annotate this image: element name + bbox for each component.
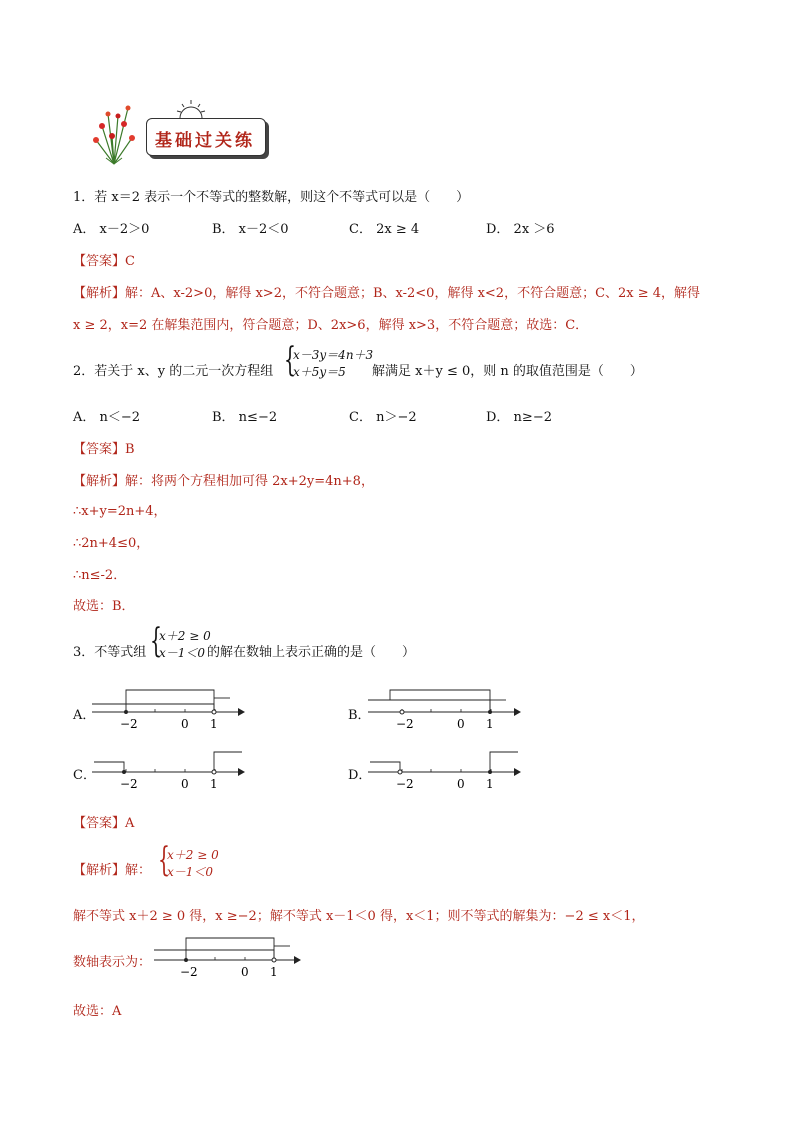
- q2-option-a: A． n＜−2: [73, 410, 141, 425]
- q2-analysis-line1: [73, 470, 374, 489]
- answer-tag: 【答案】: [73, 442, 126, 457]
- tick-label: −2: [180, 965, 198, 979]
- tick-label: −2: [396, 777, 414, 791]
- q2-equation-2: x＋5y＝5: [293, 365, 346, 379]
- q1-option-c: C． 2x ≥ 4: [349, 222, 420, 237]
- q2-option-d: D． n≥−2: [486, 410, 552, 425]
- q3-option-b-label: B．: [348, 708, 371, 723]
- q1-stem: 1．若 x＝2 表示一个不等式的整数解，则这个不等式可以是（ ）: [73, 190, 470, 205]
- sun-icon: [176, 98, 206, 120]
- q3-analysis-head: [73, 859, 151, 878]
- q3-option-b-numberline: [366, 684, 536, 734]
- q3-option-d-numberline: [366, 744, 536, 794]
- q3-option-d-label: D．: [348, 768, 372, 783]
- analysis-tag: 【解析】: [73, 474, 126, 489]
- analysis-text: 解：将两个方程相加可得 2x+2y=4n+8，: [125, 474, 374, 489]
- q3-inequality-1: x＋2 ≥ 0: [159, 629, 211, 643]
- header-title: 基础过关练: [155, 131, 255, 151]
- q2-stem-after: 解满足 x＋y ≤ 0，则 n 的取值范围是（ ）: [372, 364, 643, 379]
- tick-label: 0: [181, 777, 189, 791]
- q3-option-a-label: A．: [73, 708, 96, 723]
- analysis-tag: 【解析】: [73, 863, 126, 878]
- q3-analysis-solve: 解不等式 x＋2 ≥ 0 得，x ≥−2；解不等式 x－1＜0 得，x＜1；则不等式的解集为：−2 ≤ x＜1，: [73, 909, 645, 924]
- tick-label: 0: [457, 777, 465, 791]
- q2-equation-1: x－3y＝4n＋3: [293, 348, 374, 362]
- q1-option-d: D． 2x ＞6: [486, 222, 555, 237]
- q2-stem-before: 2．若关于 x、y 的二元一次方程组: [73, 364, 274, 379]
- q3-final: 故选：A: [73, 1004, 122, 1019]
- answer-tag: 【答案】: [73, 254, 126, 269]
- brace-icon: {: [158, 840, 170, 880]
- q1-analysis-line1: [73, 282, 700, 301]
- header-title-box: [146, 118, 266, 156]
- tick-label: −2: [396, 717, 414, 731]
- analysis-tag: 【解析】: [73, 286, 126, 301]
- tick-label: 1: [270, 965, 278, 979]
- q2-analysis-line4: ∴n≤-2．: [73, 568, 127, 583]
- tick-label: −2: [120, 777, 138, 791]
- q3-stem-after: 的解在数轴上表示正确的是（ ）: [207, 645, 416, 660]
- q3-option-c-label: C．: [73, 768, 96, 783]
- q3-analysis-ineq-2: x－1＜0: [167, 865, 214, 879]
- q3-answer: [73, 812, 134, 831]
- q3-stem-before: 3．不等式组: [73, 645, 147, 660]
- q1-answer: [73, 250, 135, 269]
- tick-label: 0: [241, 965, 249, 979]
- q3-analysis-ineq-1: x＋2 ≥ 0: [167, 848, 219, 862]
- answer-value: B: [125, 442, 135, 457]
- analysis-text: 解：A、x-2>0，解得 x>2，不符合题意；B、x-2<0，解得 x<2，不符合题意；C、2x ≥ 4，解得: [125, 286, 701, 301]
- answer-value: A: [125, 816, 135, 831]
- tick-label: 0: [457, 717, 465, 731]
- brace-icon: {: [284, 340, 296, 380]
- tick-label: 1: [210, 777, 218, 791]
- q3-numberline-label: 数轴表示为：: [73, 955, 152, 970]
- tick-label: 1: [486, 717, 494, 731]
- header-banner: [84, 96, 284, 166]
- plant-icon: [84, 96, 144, 166]
- answer-value: C: [125, 254, 135, 269]
- analysis-prefix: 解：: [125, 863, 152, 878]
- tick-label: 0: [181, 717, 189, 731]
- q3-option-c-numberline: [90, 744, 260, 794]
- q3-analysis-numberline: [152, 932, 302, 982]
- q1-analysis-line2: x ≥ 2，x=2 在解集范围内，符合题意；D、2x>6，解得 x>3，不符合题意；故选：C．: [73, 318, 589, 333]
- q1-option-b: B． x－2＜0: [212, 222, 289, 237]
- tick-label: 1: [210, 717, 218, 731]
- q3-option-a-numberline: [90, 684, 260, 734]
- tick-label: −2: [120, 717, 138, 731]
- q2-analysis-line5: 故选：B．: [73, 599, 135, 614]
- tick-label: 1: [486, 777, 494, 791]
- q3-inequality-2: x－1＜0: [159, 646, 206, 660]
- answer-tag: 【答案】: [73, 816, 126, 831]
- q2-analysis-line2: ∴x+y=2n+4，: [73, 504, 167, 519]
- brace-icon: {: [150, 621, 162, 661]
- q2-option-c: C． n＞−2: [349, 410, 417, 425]
- q1-option-a: A． x－2＞0: [73, 222, 150, 237]
- q2-analysis-line3: ∴2n+4≤0，: [73, 536, 150, 551]
- q2-option-b: B． n≤−2: [212, 410, 278, 425]
- q2-answer: [73, 438, 135, 457]
